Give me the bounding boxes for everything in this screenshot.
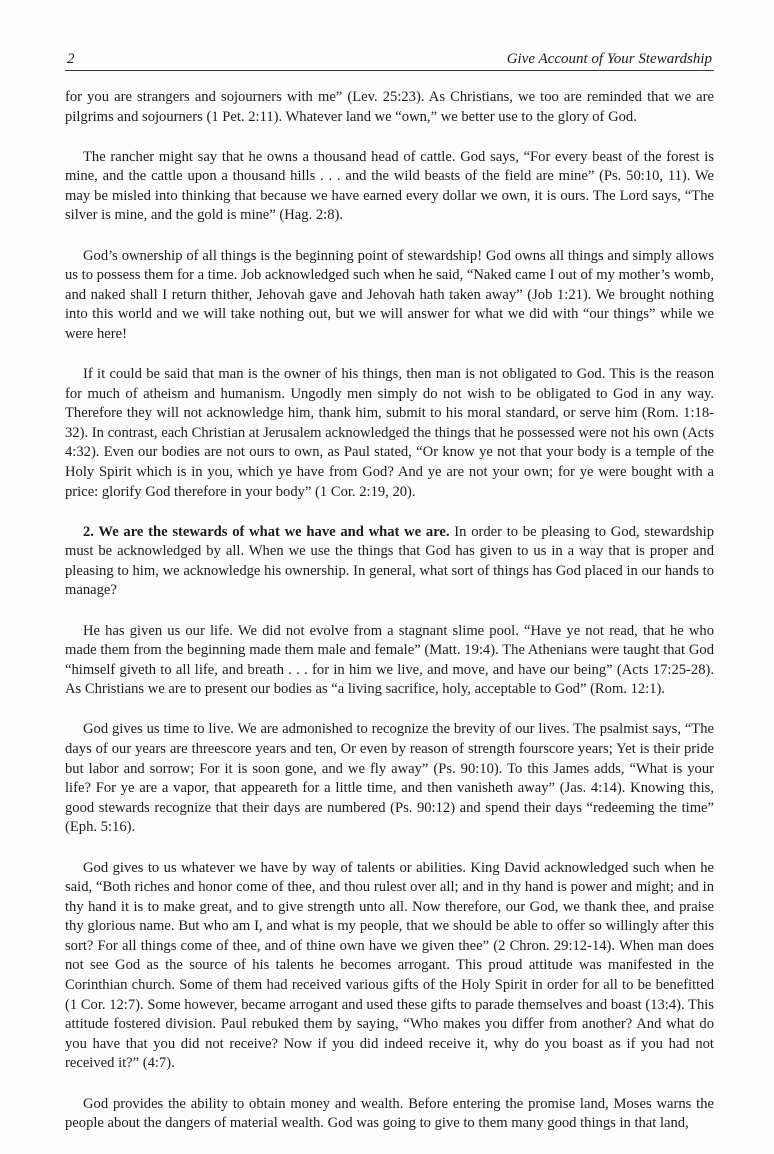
- page-number: 2: [67, 51, 75, 67]
- paragraph: God gives to us whatever we have by way of talents or abilities. King David acknowledged such when he said, “Both riches and honor come of thee, and thou rulest over all; and in thy hand is power and might; and in thy hand it is to make great, and to give strength unto all. Now therefore, our God, we thank thee, and praise thy glorious name. But who am I, and what is my people, that we should be able to offer so willingly after this sort? For all things come of thee, and of thine own have we given thee” (2 Chron. 29:12-14). When man does not see God as the source of his talents he becomes arrogant. This proud attitude was manifested in the Corinthian church. Some of them had received various gifts of the Holy Spirit in order for all to be benefitted (1 Cor. 12:7). Some however, became arrogant and used these gifts to parade themselves and boast (13:4). This attitude fostered division. Paul rebuked them by saying, “Who makes you differ from another? And what do you have that you did not receive? Now if you did indeed receive it, why do you boast as if you had not received it?” (4:7).: [65, 859, 714, 1072]
- paragraph: God provides the ability to obtain money and wealth. Before entering the promise land, Moses warns the people about the dangers of material wealth. God was going to give to them many good things in that land,: [65, 1095, 714, 1132]
- page-body: [65, 88, 714, 1154]
- paragraph: If it could be said that man is the owner of his things, then man is not obligated to God. This is the reason for much of atheism and humanism. Ungodly men simply do not wish to be obligated to God in any way. Therefore they will not acknowledge him, thank him, submit to his moral standard, or serve him (Rom. 1:18-32). In contrast, each Christian at Jerusalem acknowledged the things that he possessed were not his own (Acts 4:32). Even our bodies are not ours to own, as Paul stated, “Or know ye not that your body is a temple of the Holy Spirit which is in you, which ye have from God? And ye are not your own; for ye were bought with a price: glorify God therefore in your body” (1 Cor. 2:19, 20).: [65, 366, 714, 500]
- running-title: Give Account of Your Stewardship: [506, 51, 712, 67]
- paragraph: God gives us time to live. We are admonished to recognize the brevity of our lives. The psalmist says, “The days of our years are threescore years and ten, Or even by reason of strength fourscore years; Yet is their pride but labor and sorrow; For it is soon gone, and we fly away” (Ps. 90:10). To this James adds, “What is your life? For ye are a vapor, that appeareth for a little time, and then vanisheth away” (Jas. 4:14). Knowing this, good stewards recognize that their days are numbered (Ps. 90:12) and spend their days “redeeming the time” (Eph. 5:16).: [65, 721, 714, 836]
- paragraph-section-2: [65, 523, 714, 601]
- running-header: [65, 50, 714, 71]
- paragraph: The rancher might say that he owns a thousand head of cattle. God says, “For every beast of the forest is mine, and the cattle upon a thousand hills . . . and the wild beasts of the field are mine” (Ps. 50:10, 11). We may be misled into thinking that because we have earned every dollar we own, it is ours. The Lord says, “The silver is mine, and the gold is mine” (Hag. 2:8).: [65, 148, 714, 224]
- paragraph-continued: for you are strangers and sojourners with me” (Lev. 25:23). As Christians, we too are reminded that we are pilgrims and sojourners (1 Pet. 2:11). Whatever land we “own,” we better use to the glory of God.: [65, 89, 714, 125]
- section-heading: 2. We are the stewards of what we have and what we are.: [83, 523, 450, 540]
- paragraph: He has given us our life. We did not evolve from a stagnant slime pool. “Have ye not read, that he who made them from the beginning made them male and female” (Matt. 19:4). The Athenians were taught that God “himself giveth to all life, and breath . . . for in him we live, and move, and have our being” (Acts 17:25-28). As Christians we are to present our bodies as “a living sacrifice, holy, acceptable to God” (Rom. 12:1).: [65, 622, 714, 698]
- paragraph-text: In order to be pleasing to God, stewardship must be acknowledged by all. When we use the things that God has given to us in a way that is proper and pleasing to him, we acknowledge his ownership. In general, what sort of things has God placed in our hands to manage?: [65, 523, 715, 599]
- paragraph: God’s ownership of all things is the beginning point of stewardship! God owns all things and simply allows us to possess them for a time. Job acknowledged such when he said, “Naked came I out of my mother’s womb, and naked shall I return thither, Jehovah gave and Jehovah hath taken away” (Job 1:21). We brought nothing into this world and we will take nothing out, but we will answer for what we did with “our things” while we were here!: [65, 247, 714, 342]
